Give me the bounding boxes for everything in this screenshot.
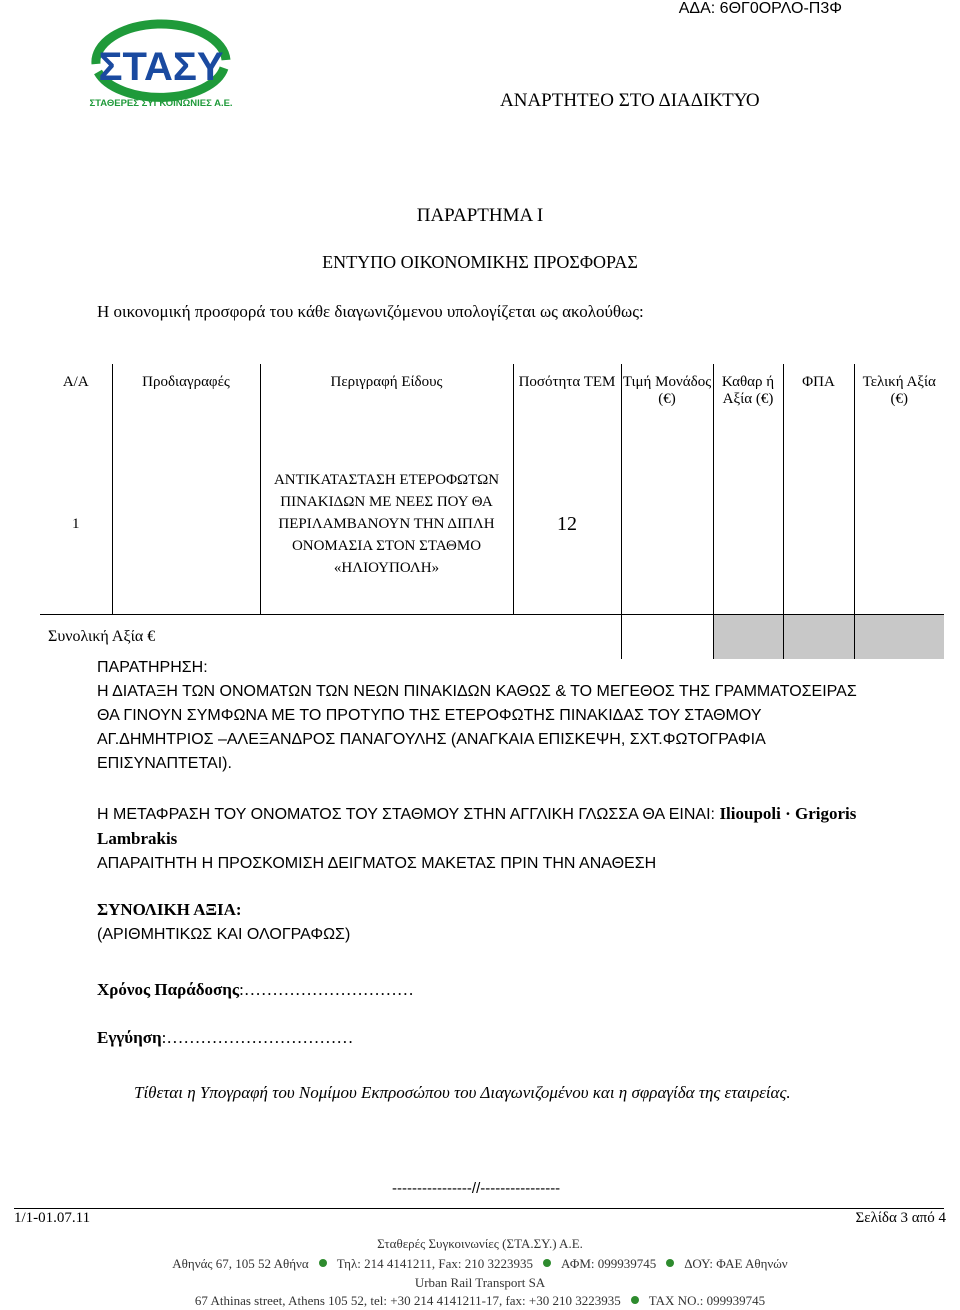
footer-contact-gr <box>0 1256 960 1272</box>
row-description: ΑΝΤΙΚΑΤΑΣΤΑΣΗ ΕΤΕΡΟΦΩΤΩΝ ΠΙΝΑΚΙΔΩΝ ΜΕ ΝΕΕΣ ΠΟΥ ΘΑ ΠΕΡΙΛΑΜΒΑΝΟΥΝ ΤΗΝ ΔΙΠΛΗ ΟΝΟΜΑΣΙΑ ΣΤΟΝ ΣΤΑΘΜΟ «ΗΛΙΟΥΠΟΛΗ» <box>260 434 513 615</box>
row-net-value[interactable] <box>713 434 783 615</box>
row-quantity: 12 <box>513 434 621 615</box>
sample-requirement: ΑΠΑΡΑΙΤΗΤΗ Η ΠΡΟΣΚΟΜΙΣΗ ΔΕΙΓΜΑΤΟΣ ΜΑΚΕΤΑΣ ΠΡΙΝ ΤΗΝ ΑΝΑΘΕΣΗ <box>97 855 657 872</box>
header-final-value: Τελική Αξία (€) <box>854 364 944 434</box>
footer-contact-en <box>0 1293 960 1309</box>
header-net-value: Καθαρ ή Αξία (€) <box>713 364 783 434</box>
annex-title: ΠΑΡΑΡΤΗΜΑ Ι <box>416 205 544 226</box>
company-logo <box>88 14 234 110</box>
header-specs: Προδιαγραφές <box>112 364 260 434</box>
offer-table <box>40 364 944 659</box>
row-aa: 1 <box>72 515 80 532</box>
document-code: 1/1-01.07.11 <box>14 1210 91 1226</box>
header-unit-price: Τιμή Μονάδος (€) <box>621 364 713 434</box>
total-net-value[interactable] <box>713 615 783 660</box>
total-vat[interactable] <box>783 615 854 660</box>
header-description: Περιγραφή Είδους <box>260 364 513 434</box>
guarantee-label: Εγγύηση <box>97 1028 162 1047</box>
total-value-label: ΣΥΝΟΛΙΚΗ ΑΞΙΑ: <box>97 900 242 919</box>
header-aa: Α/Α <box>62 374 89 390</box>
footer-doy: ΔΟΥ: ΦΑΕ Αθηνών <box>684 1256 788 1271</box>
row-unit-price[interactable] <box>621 434 713 615</box>
bullet-icon <box>666 1259 674 1267</box>
table-header-row <box>40 364 944 434</box>
footer-address-gr: Αθηνάς 67, 105 52 Αθήνα <box>172 1256 309 1271</box>
translation-block <box>97 802 897 876</box>
row-final-value[interactable] <box>854 434 944 615</box>
footer-company-gr: Σταθερές Συγκοινωνίες (ΣΤΑ.ΣΥ.) Α.Ε. <box>377 1236 583 1251</box>
total-label: Συνολική Αξία € <box>40 615 621 660</box>
total-value-block <box>97 898 350 947</box>
bullet-icon <box>631 1296 639 1304</box>
intro-text: Η οικονομική προσφορά του κάθε διαγωνιζόμενου υπολογίζεται ως ακολούθως: <box>97 302 644 321</box>
delivery-label: Χρόνος Παράδοσης <box>97 980 240 999</box>
remark-body: Η ΔΙΑΤΑΞΗ ΤΩΝ ΟΝΟΜΑΤΩΝ ΤΩΝ ΝΕΩΝ ΠΙΝΑΚΙΔΩΝ ΚΑΘΩΣ & ΤΟ ΜΕΓΕΘΟΣ ΤΗΣ ΓΡΑΜΜΑΤΟΣΕΙΡΑΣ ΘΑ ΓΙΝΟΥΝ ΣΥΜΦΩΝΑ ΜΕ ΤΟ ΠΡΟΤΥΠΟ ΤΗΣ ΕΤΕΡΟΦΩΤΗΣ ΠΙΝΑΚΙΔΑΣ ΤΟΥ ΣΤΑΘΜΟΥ ΑΓ.ΔΗΜΗΤΡΙΟΣ –ΑΛΕΞΑΝΔΡΟΣ ΠΑΝΑΓΟΥΛΗΣ (ΑΝΑΓΚΑΙΑ ΕΠΙΣΚΕΨΗ, ΣΧΤ.ΦΩΤΟΓΡΑΦΙΑ ΕΠΙΣΥΝΑΠΤΕΤΑΙ). <box>97 683 857 772</box>
signature-note: Τίθεται η Υπογραφή του Νομίμου Εκπροσώπου του Διαγωνιζομένου και η σφραγίδα της εταιρείας. <box>134 1083 791 1102</box>
footer-divider <box>14 1208 944 1209</box>
translation-name: Ilioupoli · Grigoris Lambrakis <box>97 804 857 848</box>
row-specs <box>112 434 260 615</box>
bullet-icon <box>319 1259 327 1267</box>
translation-lead: Η ΜΕΤΑΦΡΑΣΗ ΤΟΥ ΟΝΟΜΑΤΟΣ ΤΟΥ ΣΤΑΘΜΟΥ ΣΤΗΝ ΑΓΓΛΙΚΗ ΓΛΩΣΣΑ ΘΑ ΕΙΝΑΙ: <box>97 806 715 823</box>
footer-tax-en: TAX NO.: 099939745 <box>648 1293 766 1308</box>
guarantee-field[interactable] <box>97 1028 353 1048</box>
footer-afm: ΑΦΜ: 099939745 <box>561 1256 657 1271</box>
footer-phone-gr: Τηλ: 214 4141211, Fax: 210 3223935 <box>336 1256 533 1271</box>
row-vat[interactable] <box>783 434 854 615</box>
total-unit-price <box>621 615 713 660</box>
total-row <box>40 615 944 660</box>
ada-code: ΑΔΑ: 6ΘΓ0ΟΡΛΟ-Π3Φ <box>678 0 842 17</box>
header-quantity: Ποσότητα ΤΕΜ <box>513 364 621 434</box>
header-vat: ΦΠΑ <box>783 364 854 434</box>
delivery-field[interactable] <box>97 980 414 1000</box>
form-title: ΕΝΤΥΠΟ ΟΙΚΟΝΟΜΙΚΗΣ ΠΡΟΣΦΟΡΑΣ <box>322 252 638 272</box>
logo-subtitle: ΣΤΑΘΕΡΕΣ ΣΥΓΚΟΙΝΩΝΙΕΣ Α.Ε. <box>89 98 233 109</box>
table-row <box>40 434 944 615</box>
page-number: Σελίδα 3 από 4 <box>855 1210 946 1226</box>
total-value-hint: (ΑΡΙΘΜΗΤΙΚΩΣ ΚΑΙ ΟΛΟΓΡΑΦΩΣ) <box>97 926 351 943</box>
total-final-value[interactable] <box>854 615 944 660</box>
publication-heading: ΑΝΑΡΤΗΤΕΟ ΣΤΟ ΔΙΑΔΙΚΤΥΟ <box>500 90 760 111</box>
bullet-icon <box>543 1259 551 1267</box>
remark-block <box>97 656 877 776</box>
logo-wordmark: ΣΤΑΣΥ <box>98 45 224 89</box>
footer-company-en: Urban Rail Transport SA <box>414 1275 546 1290</box>
guarantee-blank[interactable]: :…………………………… <box>161 1028 354 1047</box>
delivery-blank[interactable]: :………………………… <box>239 980 414 999</box>
remark-heading: ΠΑΡΑΤΗΡΗΣΗ: <box>97 659 208 676</box>
end-marker: ----------------//---------------- <box>392 1180 561 1197</box>
footer-address-en: 67 Athinas street, Athens 105 52, tel: +30 214 4141211-17, fax: +30 210 3223935 <box>194 1293 621 1308</box>
